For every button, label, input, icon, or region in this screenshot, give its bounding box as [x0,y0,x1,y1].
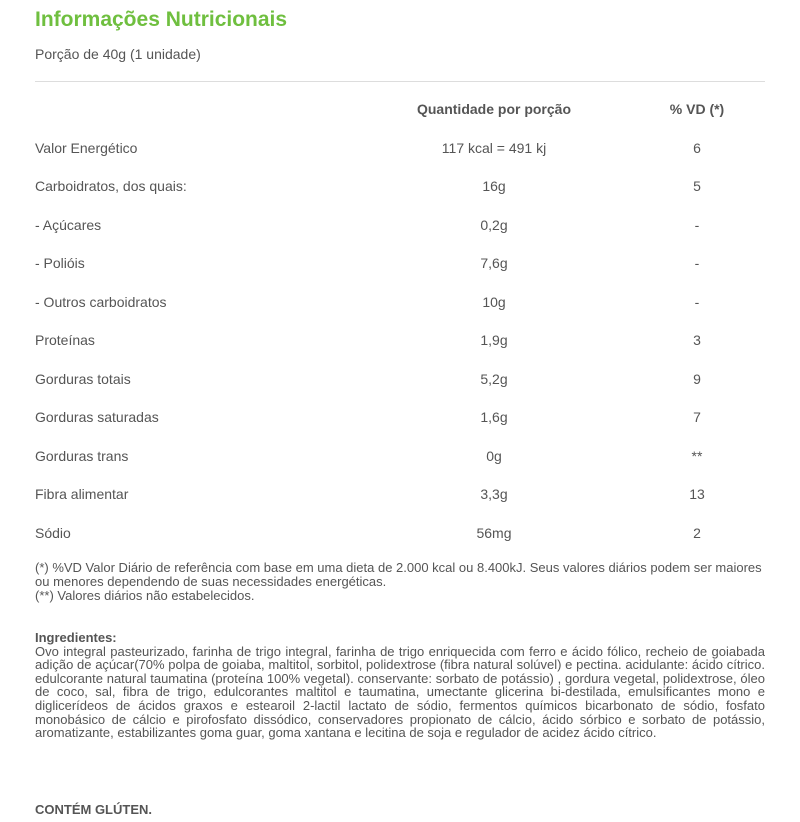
table-header-row [35,90,765,129]
nutrient-vd: 7 [693,409,701,426]
nutrient-quantity: 7,6g [480,255,508,272]
nutrient-quantity: 1,6g [480,409,508,426]
nutrient-vd: ** [691,447,703,464]
table-row [35,475,765,514]
footnote-vd: (*) %VD Valor Diário de referência com base em uma dieta de 2.000 kcal ou 8.400kJ. Seus valores diários podem ser maiores ou menores dependendo de suas necessidades energéticas. [35,560,762,589]
nutrient-name: Fibra alimentar [35,486,129,503]
nutrient-vd: - [694,216,700,233]
nutrition-table [35,90,765,552]
ingredients-section [35,631,765,740]
nutrient-vd: 3 [693,332,701,349]
ingredients-text: Ovo integral pasteurizado, farinha de trigo integral, farinha de trigo enriquecida com ferro e ácido fólico, recheio de goiabada adição de açúcar(70% polpa de goiaba, maltitol, sorbitol, polidextrose (fibra natural solúvel) e pectina. acidulante: ácido cítrico. edulcorante natural taumatina (proteína 100% vegetal). conservante: sorbato de potássio) , gordura vegetal, polidextrose, óleo de coco, sal, fibra de trigo, edulcorantes maltitol e taumatina, umectante glicerina bi-destilada, emulsificantes mono e diglicerídeos de ácidos graxos e estearoil 2-lactil lactato de sódio, fermentos químicos bicarbonato de sódio, fosfato monobásico de cálcio e pirofosfato dissódico, conservadores propionato de cálcio, ácido sórbico e sorbato de potássio, aromatizante, estabilizantes goma guar, goma xantana e lecitina de soja e regulador de acidez ácido cítrico. [35,643,765,741]
footnotes [35,561,765,603]
nutrient-name: - Açúcares [35,216,102,233]
nutrient-quantity: 3,3g [480,486,508,503]
nutrient-vd: 13 [689,486,705,503]
nutrient-name: Carboidratos, dos quais: [35,178,187,195]
nutrient-quantity: 16g [482,178,506,195]
nutrient-name: Valor Energético [35,139,138,156]
table-row [35,129,765,168]
nutrient-vd: 2 [693,524,701,541]
table-row [35,398,765,437]
nutrient-vd: - [694,293,700,310]
table-row [35,167,765,206]
nutrient-vd: 5 [693,178,701,195]
nutrient-quantity: 117 kcal = 491 kj [441,139,547,156]
table-row [35,514,765,553]
nutrient-vd: 6 [693,139,701,156]
nutrient-quantity: 0,2g [480,216,508,233]
divider [35,81,765,82]
gluten-warning: CONTÉM GLÚTEN. [35,802,152,817]
nutrient-vd: 9 [693,370,701,387]
table-row [35,360,765,399]
nutrient-quantity: 56mg [476,524,512,541]
header-quantity: Quantidade por porção [416,101,572,118]
nutrient-name: Proteínas [35,332,95,349]
page-title: Informações Nutricionais [35,8,288,31]
nutrient-name: Gorduras saturadas [35,409,159,426]
nutrient-name: - Polióis [35,255,85,272]
table-row [35,244,765,283]
table-row [35,283,765,322]
nutrient-name: - Outros carboidratos [35,293,167,310]
portion-size: Porção de 40g (1 unidade) [35,46,201,62]
table-row [35,437,765,476]
nutrient-name: Gorduras totais [35,370,131,387]
nutrient-vd: - [694,255,700,272]
nutrient-quantity: 0g [486,447,502,464]
nutrient-name: Gorduras trans [35,447,129,464]
footnote-not-established: (**) Valores diários não estabelecidos. [35,588,255,603]
nutrient-quantity: 10g [482,293,506,310]
table-row [35,321,765,360]
ingredients-label: Ingredientes: [35,630,117,645]
nutrient-name: Sódio [35,524,71,541]
nutrient-quantity: 1,9g [480,332,508,349]
table-body [35,129,765,553]
table-row [35,206,765,245]
nutrient-quantity: 5,2g [480,370,508,387]
header-vd: % VD (*) [669,101,725,118]
